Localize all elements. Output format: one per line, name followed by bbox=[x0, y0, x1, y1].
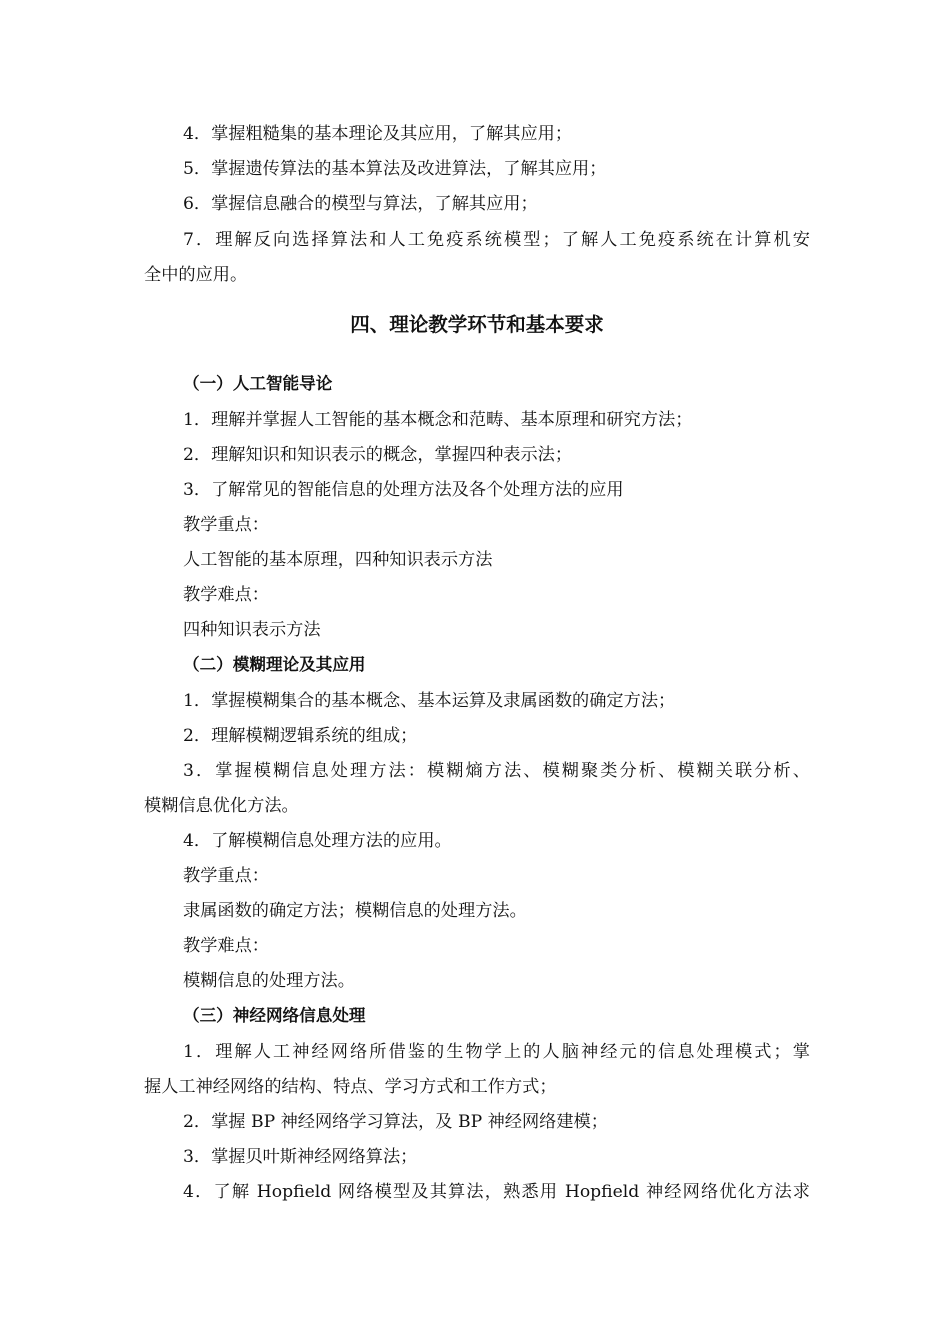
list-item: 6．掌握信息融合的模型与算法，了解其应用； bbox=[183, 194, 538, 214]
key-points-text: 人工智能的基本原理，四种知识表示方法 bbox=[183, 550, 493, 570]
part3-title: （三）神经网络信息处理 bbox=[183, 1006, 366, 1025]
list-item: 4．了解 Hopfield 网络模型及其算法，熟悉用 Hopfield 神经网络优化方法求 bbox=[183, 1182, 810, 1202]
list-item: 3．掌握模糊信息处理方法：模糊熵方法、模糊聚类分析、模糊关联分析、 bbox=[183, 761, 810, 781]
list-item: 1．理解人工神经网络所借鉴的生物学上的人脑神经元的信息处理模式；掌 bbox=[183, 1042, 810, 1062]
section-title: 四、理论教学环节和基本要求 bbox=[350, 313, 604, 336]
list-item: 1．理解并掌握人工智能的基本概念和范畴、基本原理和研究方法； bbox=[183, 410, 693, 430]
list-item: 3．掌握贝叶斯神经网络算法； bbox=[183, 1147, 418, 1167]
list-item: 2．理解知识和知识表示的概念，掌握四种表示法； bbox=[183, 445, 573, 465]
key-points-label: 教学重点： bbox=[183, 515, 269, 535]
difficulty-text: 四种知识表示方法 bbox=[183, 620, 321, 640]
difficulty-label: 教学难点： bbox=[183, 585, 269, 605]
list-item-continuation: 全中的应用。 bbox=[144, 265, 248, 285]
list-item: 7．理解反向选择算法和人工免疫系统模型；了解人工免疫系统在计算机安 bbox=[183, 230, 810, 250]
list-item-continuation: 握人工神经网络的结构、特点、学习方式和工作方式； bbox=[144, 1077, 557, 1097]
list-item: 2．理解模糊逻辑系统的组成； bbox=[183, 726, 418, 746]
part1-title: （一）人工智能导论 bbox=[183, 374, 333, 393]
list-item: 3．了解常见的智能信息的处理方法及各个处理方法的应用 bbox=[183, 480, 624, 500]
difficulty-text: 模糊信息的处理方法。 bbox=[183, 971, 355, 991]
part2-title: （二）模糊理论及其应用 bbox=[183, 655, 366, 674]
list-item: 1．掌握模糊集合的基本概念、基本运算及隶属函数的确定方法； bbox=[183, 691, 676, 711]
list-item: 2．掌握 BP 神经网络学习算法，及 BP 神经网络建模； bbox=[183, 1112, 608, 1132]
list-item: 4．掌握粗糙集的基本理论及其应用，了解其应用； bbox=[183, 124, 573, 144]
key-points-label: 教学重点： bbox=[183, 866, 269, 886]
list-item: 5．掌握遗传算法的基本算法及改进算法，了解其应用； bbox=[183, 159, 607, 179]
key-points-text: 隶属函数的确定方法；模糊信息的处理方法。 bbox=[183, 901, 527, 921]
list-item-continuation: 模糊信息优化方法。 bbox=[144, 796, 299, 816]
difficulty-label: 教学难点： bbox=[183, 936, 269, 956]
list-item: 4．了解模糊信息处理方法的应用。 bbox=[183, 831, 452, 851]
